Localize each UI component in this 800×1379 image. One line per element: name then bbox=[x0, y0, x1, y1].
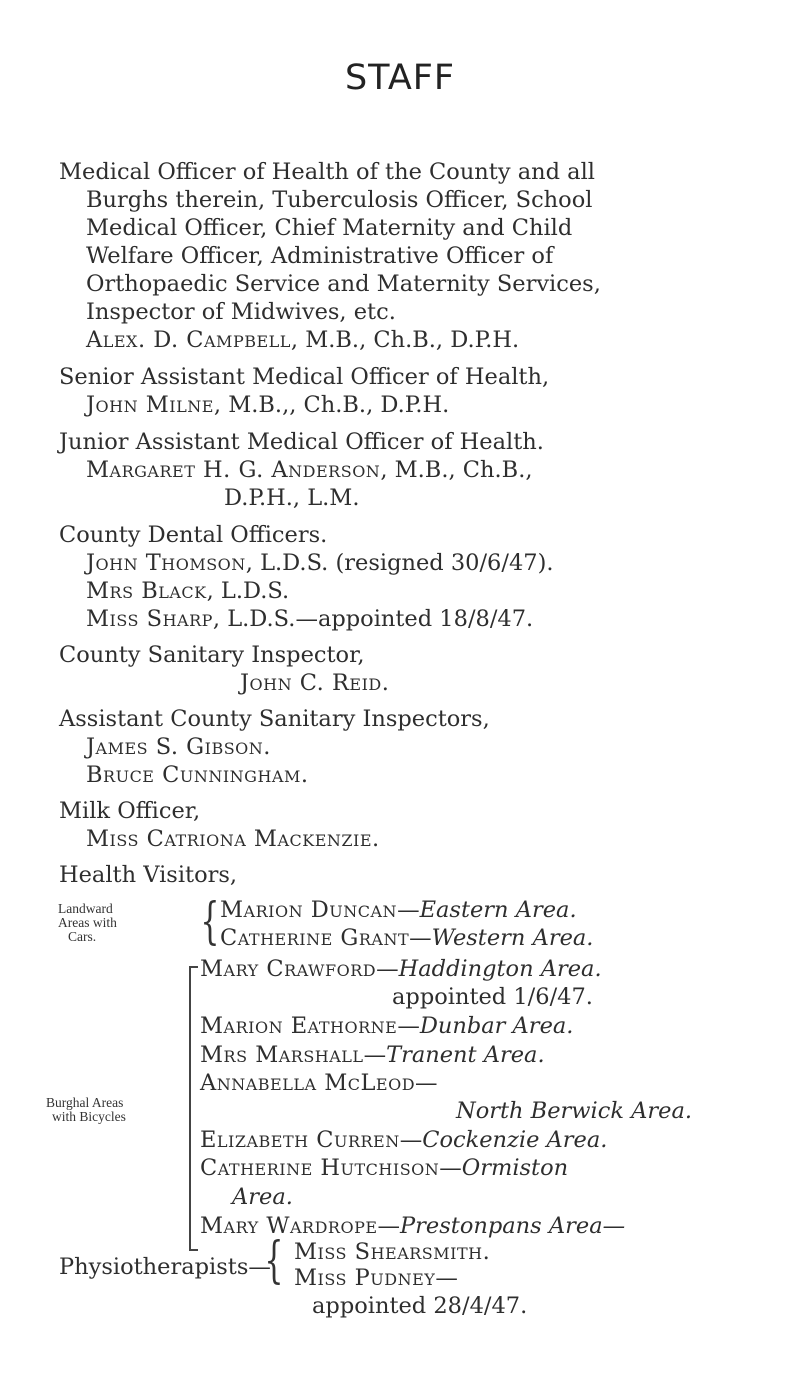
person-name: Elizabeth Curren bbox=[200, 1127, 400, 1153]
moh-title-line: Inspector of Midwives, etc. bbox=[86, 299, 396, 325]
brace-line bbox=[189, 1249, 198, 1251]
person-name: John Milne bbox=[86, 392, 214, 418]
sanitary-heading: County Sanitary Inspector, bbox=[59, 642, 365, 668]
person-name: Alex. D. Campbell bbox=[86, 327, 291, 353]
burghal-visitor bbox=[200, 1126, 607, 1154]
area-name: Prestonpans Area— bbox=[400, 1213, 626, 1239]
person-name: Marion Eathorne bbox=[200, 1013, 398, 1039]
dash: — bbox=[409, 925, 432, 951]
landward-label: Landward bbox=[58, 901, 113, 916]
person-name: Miss Pudney— bbox=[294, 1265, 459, 1291]
burghal-visitor bbox=[200, 1041, 545, 1069]
person-name: Mrs Black bbox=[86, 578, 207, 604]
brace-line bbox=[189, 966, 191, 1251]
qualifications: , M.B., Ch.B., D.P.H. bbox=[290, 327, 520, 353]
page-title: STAFF bbox=[344, 58, 456, 98]
appointment-note: appointed 28/4/47. bbox=[312, 1293, 528, 1319]
junior-name-line bbox=[86, 456, 533, 484]
person-name: Catherine Grant bbox=[220, 925, 410, 951]
senior-name-line bbox=[86, 391, 449, 419]
dash: — bbox=[377, 1213, 401, 1239]
person-name: Miss Sharp bbox=[86, 606, 213, 632]
dental-heading: County Dental Officers. bbox=[59, 522, 328, 548]
visitors-heading: Health Visitors, bbox=[59, 862, 238, 888]
person-name: Bruce Cunningham. bbox=[86, 762, 309, 788]
dash: — bbox=[439, 1155, 462, 1181]
dash: — bbox=[397, 897, 420, 923]
asst-sanitary-heading: Assistant County Sanitary Inspectors, bbox=[59, 706, 490, 732]
moh-title-line: Medical Officer, Chief Maternity and Child bbox=[86, 215, 573, 241]
area-name: Haddington Area. bbox=[398, 956, 602, 982]
person-name: Mrs Marshall bbox=[200, 1042, 364, 1068]
burghal-label: with Bicycles bbox=[52, 1109, 126, 1124]
area-name: Cockenzie Area. bbox=[422, 1127, 608, 1153]
officer-detail: , L.D.S. bbox=[206, 578, 290, 604]
person-name: Annabella McLeod bbox=[200, 1070, 416, 1096]
moh-title-line: Medical Officer of Health of the County and all bbox=[59, 159, 595, 185]
person-name: Marion Duncan bbox=[220, 897, 398, 923]
qualifications: , M.B., Ch.B., bbox=[380, 457, 533, 483]
physio-label: Physiotherapists— bbox=[59, 1254, 271, 1280]
person-name: John C. Reid bbox=[240, 670, 382, 696]
dash: — bbox=[376, 956, 399, 982]
person-name: Miss Shearsmith. bbox=[294, 1239, 491, 1265]
brace-glyph: { bbox=[200, 892, 220, 950]
moh-name-line bbox=[86, 326, 519, 354]
sanitary-name-line bbox=[240, 669, 389, 697]
moh-title-line: Burghs therein, Tuberculosis Officer, School bbox=[86, 187, 593, 213]
officer-detail: , L.D.S. (resigned 30/6/47). bbox=[245, 550, 554, 576]
name-suffix: . bbox=[381, 670, 389, 696]
dash: — bbox=[415, 1070, 438, 1096]
milk-heading: Milk Officer, bbox=[59, 798, 201, 824]
brace-line bbox=[189, 966, 198, 968]
person-name: Mary Wardrope bbox=[200, 1213, 378, 1239]
dental-officer bbox=[86, 577, 289, 605]
area-name: Eastern Area. bbox=[419, 897, 577, 923]
burghal-visitor bbox=[200, 955, 602, 983]
officer-detail: , L.D.S.—appointed 18/8/47. bbox=[212, 606, 534, 632]
dash: — bbox=[363, 1042, 387, 1068]
qualifications: , M.B.,, Ch.B., D.P.H. bbox=[213, 392, 450, 418]
person-name: Mary Crawford bbox=[200, 956, 377, 982]
person-name: James S. Gibson. bbox=[86, 734, 271, 760]
area-name: Dunbar Area. bbox=[419, 1013, 574, 1039]
brace-glyph: { bbox=[264, 1231, 284, 1289]
senior-heading: Senior Assistant Medical Officer of Health, bbox=[59, 364, 550, 390]
dental-officer bbox=[86, 605, 533, 633]
landward-visitor bbox=[220, 896, 577, 924]
moh-title-line: Orthopaedic Service and Maternity Services, bbox=[86, 271, 601, 297]
area-name: Area. bbox=[232, 1184, 293, 1210]
area-name: North Berwick Area. bbox=[456, 1098, 693, 1124]
appointment-note: appointed 1/6/47. bbox=[392, 984, 593, 1010]
burghal-visitor bbox=[200, 1012, 573, 1040]
person-name: Margaret H. G. Anderson bbox=[86, 457, 381, 483]
person-name: Catherine Hutchison bbox=[200, 1155, 440, 1181]
junior-heading: Junior Assistant Medical Officer of Health. bbox=[59, 429, 544, 455]
landward-label: Areas with bbox=[58, 915, 117, 930]
dash: — bbox=[399, 1127, 423, 1153]
landward-visitor bbox=[220, 924, 593, 952]
person-name: Miss Catriona Mackenzie. bbox=[86, 826, 380, 852]
area-name: Tranent Area. bbox=[386, 1042, 545, 1068]
junior-quals-line: D.P.H., L.M. bbox=[224, 485, 360, 511]
burghal-visitor bbox=[200, 1154, 568, 1182]
dash: — bbox=[397, 1013, 420, 1039]
burghal-visitor bbox=[200, 1069, 438, 1097]
moh-title-line: Welfare Officer, Administrative Officer of bbox=[86, 243, 554, 269]
burghal-label: Burghal Areas bbox=[46, 1095, 124, 1110]
dental-officer bbox=[86, 549, 554, 577]
person-name: John Thomson bbox=[86, 550, 246, 576]
area-name: Ormiston bbox=[461, 1155, 569, 1181]
landward-label: Cars. bbox=[68, 929, 97, 944]
area-name: Western Area. bbox=[431, 925, 594, 951]
